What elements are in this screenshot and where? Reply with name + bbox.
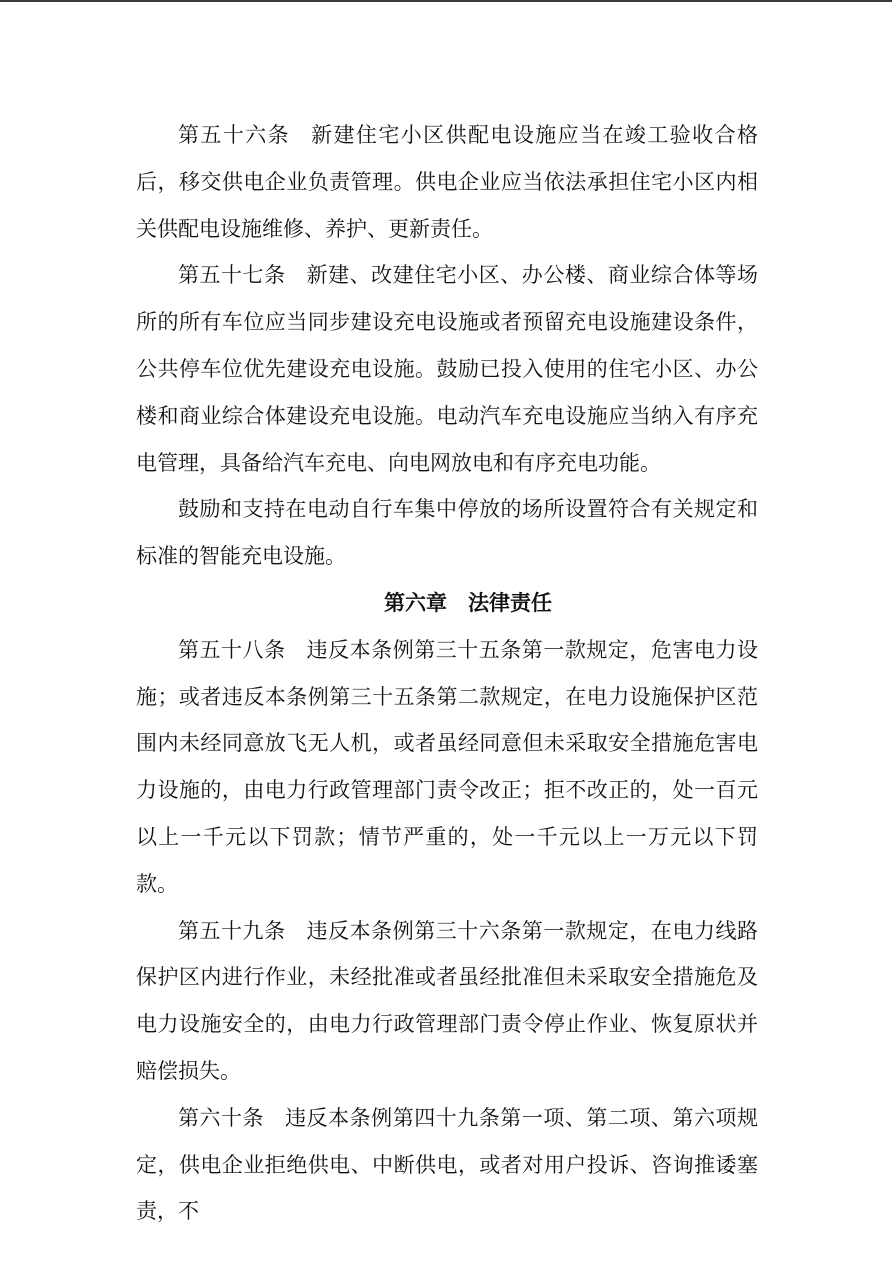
top-border-line bbox=[0, 0, 892, 2]
article-number: 第五十六条 bbox=[178, 123, 291, 147]
article-57-continuation-paragraph bbox=[136, 486, 758, 580]
article-60-paragraph bbox=[136, 1095, 758, 1235]
article-text: 违反本条例第三十六条第一款规定，在电力线路保护区内进行作业，未经批准或者虽经批准但未采取安全措施危及电力设施安全的，由电力行政管理部门责令停止作业、恢复原状并赔偿损失。 bbox=[136, 918, 759, 1083]
article-number: 第六十条 bbox=[178, 1105, 265, 1130]
chapter-heading: 第六章 法律责任 bbox=[384, 589, 552, 615]
article-text: 违反本条例第三十五条第一款规定，危害电力设施；或者违反本条例第三十五条第二款规定，在电力设施保护区范围内未经同意放飞无人机，或者虽经同意但未采取安全措施危害电力设施的，由电力行政管理部门责令改正；拒不改正的，处一百元以上一千元以下罚款；情节严重的，处一千元以上一万元以下罚款。 bbox=[136, 637, 759, 896]
article-number: 第五十八条 bbox=[178, 637, 286, 662]
article-58-paragraph bbox=[136, 627, 758, 908]
article-text: 新建、改建住宅小区、办公楼、商业综合体等场所的所有车位应当同步建设充电设施或者预留充电设施建设条件，公共停车位优先建设充电设施。鼓励已投入使用的住宅小区、办公楼和商业综合体建设充电设施。电动汽车充电设施应当纳入有序充电管理，具备给汽车充电、向电网放电和有序充电功能。 bbox=[136, 263, 759, 475]
article-59-paragraph bbox=[136, 908, 758, 1095]
article-number: 第五十九条 bbox=[178, 918, 286, 943]
article-text: 违反本条例第四十九条第一项、第二项、第六项规定，供电企业拒绝供电、中断供电，或者对用户投诉、咨询推诿塞责，不 bbox=[136, 1105, 759, 1224]
article-number: 第五十七条 bbox=[178, 263, 286, 288]
article-56-paragraph bbox=[136, 112, 758, 252]
document-page bbox=[136, 112, 758, 1235]
article-text: 鼓励和支持在电动自行车集中停放的场所设置符合有关规定和标准的智能充电设施。 bbox=[136, 497, 758, 569]
article-57-paragraph bbox=[136, 252, 758, 486]
article-text: 新建住宅小区供配电设施应当在竣工验收合格后，移交供电企业负责管理。供电企业应当依法承担住宅小区内相关供配电设施维修、养护、更新责任。 bbox=[136, 123, 759, 241]
